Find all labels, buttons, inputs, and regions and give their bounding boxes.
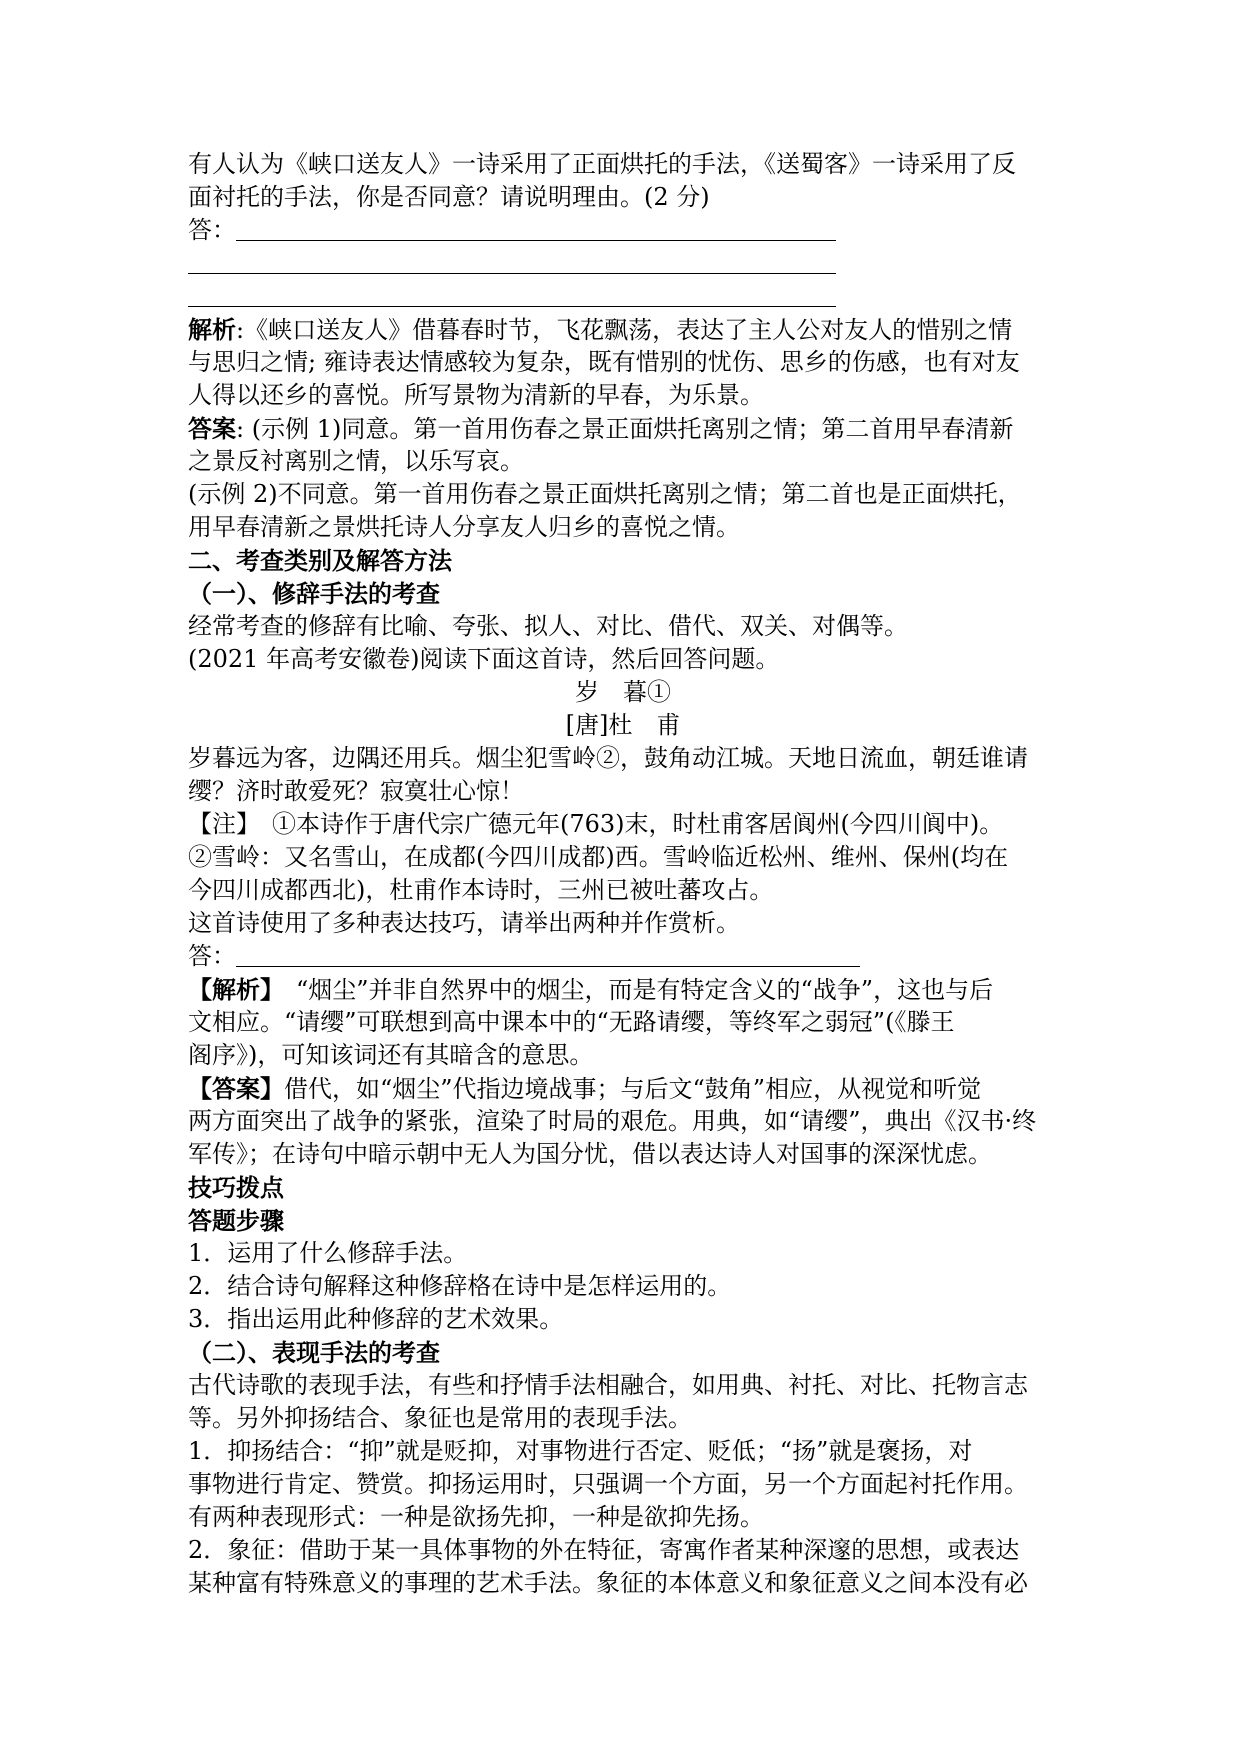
text-line: 人得以还乡的喜悦。所写景物为清新的早春，为乐景。 [188, 381, 764, 409]
bold-label: 答案 [188, 414, 236, 443]
text-line: 有人认为《峡口送友人》一诗采用了正面烘托的手法，《送蜀客》一诗采用了反 [188, 150, 1016, 178]
text-line: 【注】 ①本诗作于唐代宗广德元年(763)末，时杜甫客居阆州(今四川阆中)。 [188, 810, 1004, 838]
labeled-paragraph-line [188, 1072, 1058, 1105]
section-heading: 答题步骤 [188, 1206, 284, 1235]
text-line: 1．抑扬结合：“抑”就是贬抑，对事物进行否定、贬低；“扬”就是褒扬，对 [188, 1437, 973, 1465]
text-line: 3．指出运用此种修辞的艺术效果。 [188, 1305, 564, 1333]
text-line: 两方面突出了战争的紧张，渲染了时局的艰危。用典，如“请缨”，典出《汉书·终 [188, 1107, 1037, 1135]
text-line: 某种富有特殊意义的事理的艺术手法。象征的本体意义和象征意义之间本没有必 [188, 1569, 1028, 1597]
text-line: 与思归之情; 雍诗表达情感较为复杂，既有惜别的忧伤、思乡的伤感，也有对友 [188, 348, 1020, 376]
text-line: 这首诗使用了多种表达技巧，请举出两种并作赏析。 [188, 909, 740, 937]
text-line: 面衬托的手法，你是否同意？请说明理由。(2 分) [188, 183, 710, 211]
text-line: 之景反衬离别之情，以乐写哀。 [188, 447, 524, 475]
text-line: 今四川成都西北)，杜甫作本诗时，三州已被吐蕃攻占。 [188, 876, 774, 904]
paragraph-text: :《峡口送友人》借暮春时节，飞花飘荡，表达了主人公对友人的惜别之情 [236, 316, 1013, 344]
text-line: (示例 2)不同意。第一首用伤春之景正面烘托离别之情；第二首也是正面烘托， [188, 480, 1022, 508]
bold-label: 【解析】 [188, 975, 272, 1004]
text-line: 古代诗歌的表现手法，有些和抒情手法相融合，如用典、衬托、对比、托物言志 [188, 1371, 1028, 1399]
text-line: 阁序》)，可知该词还有其暗含的意思。 [188, 1041, 594, 1069]
bold-label: 解析 [188, 315, 236, 344]
paragraph-text: 借代，如“烟尘”代指边境战事；与后文“鼓角”相应，从视觉和听觉 [284, 1075, 982, 1103]
text-line: 有两种表现形式：一种是欲扬先抑，一种是欲抑先扬。 [188, 1503, 764, 1531]
paragraph-text: “烟尘”并非自然界中的烟尘，而是有特定含义的“战争”，这也与后 [272, 976, 994, 1004]
text-line: 答：＿＿＿＿＿＿＿＿＿＿＿＿＿＿＿＿＿＿＿＿＿＿＿＿＿＿ [188, 942, 860, 970]
text-line: 文相应。“请缨”可联想到高中课本中的“无路请缨，等终军之弱冠”(《滕王 [188, 1008, 955, 1036]
labeled-paragraph-line [188, 412, 1058, 445]
text-line: 军传》；在诗句中暗示朝中无人为国分忧，借以表达诗人对国事的深深忧虑。 [188, 1140, 992, 1168]
poem-title-line: [唐]杜 甫 [565, 711, 681, 739]
text-line: 2．象征：借助于某一具体事物的外在特征，寄寓作者某种深邃的思想，或表达 [188, 1536, 1020, 1564]
text-line: 事物进行肯定、赞赏。抑扬运用时，只强调一个方面，另一个方面起衬托作用。 [188, 1470, 1028, 1498]
poem-title-line: 岁 暮① [575, 678, 671, 706]
text-line: 岁暮远为客，边隅还用兵。烟尘犯雪岭②，鼓角动江城。天地日流血，朝廷谁请 [188, 744, 1028, 772]
text-line: 经常考查的修辞有比喻、夸张、拟人、对比、借代、双关、对偶等。 [188, 612, 908, 640]
section-heading: （一）、修辞手法的考查 [188, 579, 440, 608]
text-line: (2021 年高考安徽卷)阅读下面这首诗，然后回答问题。 [188, 645, 780, 673]
text-line: ＿＿＿＿＿＿＿＿＿＿＿＿＿＿＿＿＿＿＿＿＿＿＿＿＿＿＿ [188, 249, 836, 277]
text-line: 答：＿＿＿＿＿＿＿＿＿＿＿＿＿＿＿＿＿＿＿＿＿＿＿＿＿ [188, 216, 836, 244]
text-line: 用早春清新之景烘托诗人分享友人归乡的喜悦之情。 [188, 513, 740, 541]
section-heading: 技巧拨点 [188, 1173, 284, 1202]
document-page [188, 148, 1058, 1600]
text-line: 2．结合诗句解释这种修辞格在诗中是怎样运用的。 [188, 1272, 732, 1300]
text-line: 缨？济时敢爱死？寂寞壮心惊！ [188, 777, 524, 805]
labeled-paragraph-line [188, 313, 1058, 346]
bold-label: 【答案】 [188, 1074, 284, 1103]
labeled-paragraph-line [188, 973, 1058, 1006]
text-line: 1．运用了什么修辞手法。 [188, 1239, 468, 1267]
text-line: 等。另外抑扬结合、象征也是常用的表现手法。 [188, 1404, 692, 1432]
section-heading: 二、考查类别及解答方法 [188, 546, 452, 575]
text-line: ②雪岭：又名雪山，在成都(今四川成都)西。雪岭临近松州、维州、保州(均在 [188, 843, 1009, 871]
section-heading: （二）、表现手法的考查 [188, 1338, 440, 1367]
paragraph-text: : (示例 1)同意。第一首用伤春之景正面烘托离别之情；第二首用早春清新 [236, 415, 1014, 443]
text-line: ＿＿＿＿＿＿＿＿＿＿＿＿＿＿＿＿＿＿＿＿＿＿＿＿＿＿＿ [188, 282, 836, 310]
